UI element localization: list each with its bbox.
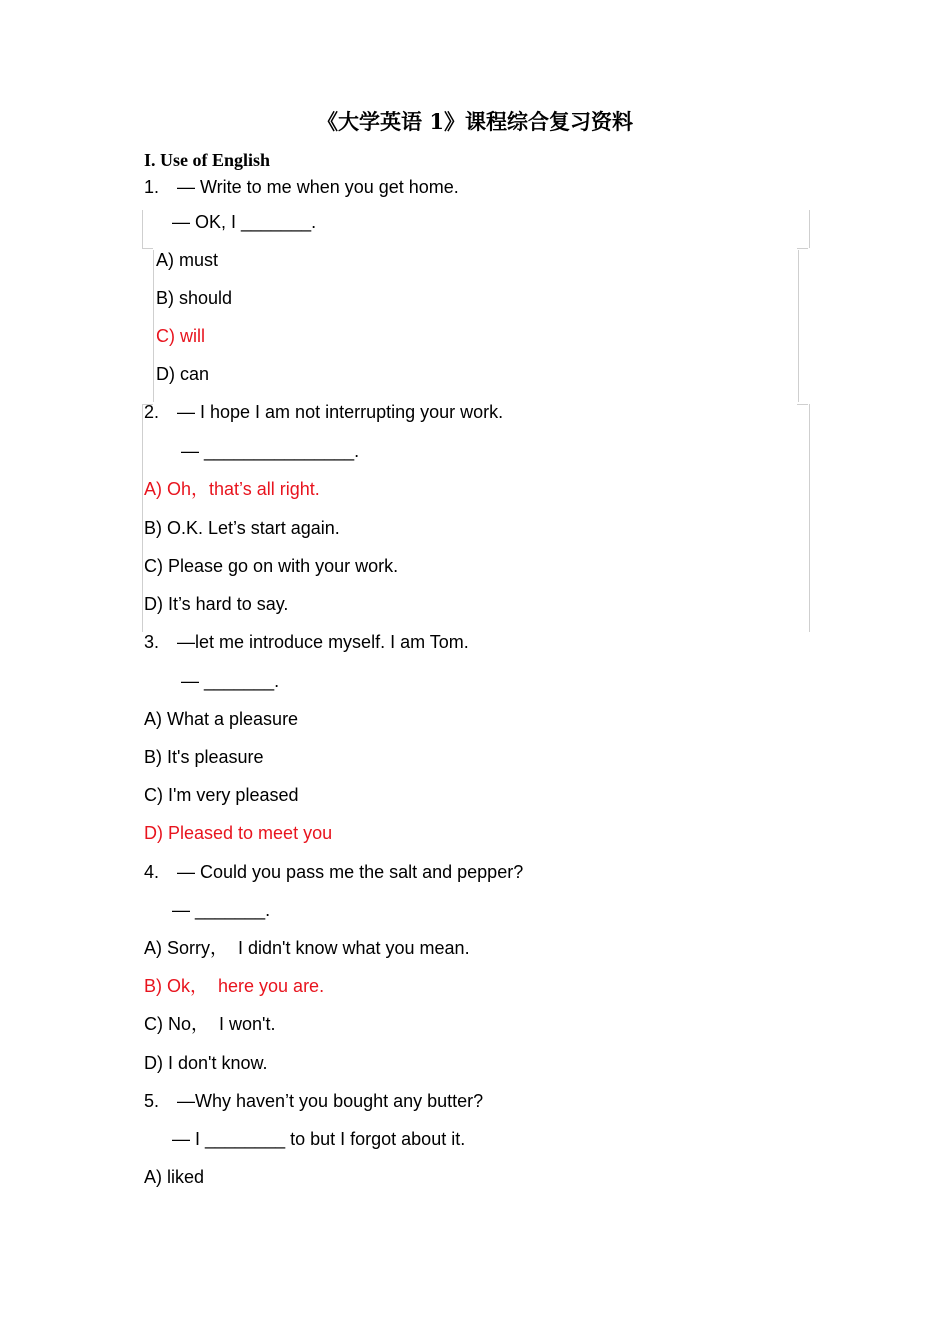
answer-option-correct: A) Oh，that’s all right. bbox=[144, 479, 320, 499]
answer-option-correct: B) Ok， here you are. bbox=[144, 976, 325, 996]
answer-option-correct: D) Pleased to meet you bbox=[144, 823, 333, 843]
question-reply: — _______. bbox=[172, 900, 271, 920]
question-reply: — OK, I _______. bbox=[172, 212, 317, 232]
question-number: 5. bbox=[144, 1091, 160, 1111]
page-title: 《大学英语 1》课程综合复习资料 bbox=[317, 109, 633, 134]
question-number: 4. bbox=[144, 862, 160, 882]
answer-option: C) I'm very pleased bbox=[144, 785, 299, 805]
question-text: — I hope I am not interrupting your work. bbox=[177, 402, 504, 422]
answer-option: D) I don't know. bbox=[144, 1053, 268, 1073]
answer-option: B) O.K. Let’s start again. bbox=[144, 518, 340, 538]
answer-option: D) can bbox=[156, 364, 210, 384]
answer-option: A) What a pleasure bbox=[144, 709, 299, 729]
question-prompt bbox=[144, 631, 469, 653]
question-prompt bbox=[144, 176, 459, 198]
question-text: —Why haven’t you bought any butter? bbox=[177, 1091, 484, 1111]
question-reply: — _______. bbox=[181, 671, 280, 691]
frame-line bbox=[142, 248, 153, 253]
section-heading: I. Use of English bbox=[144, 150, 271, 170]
frame-line bbox=[153, 250, 799, 402]
answer-option-correct: C) will bbox=[156, 326, 205, 346]
answer-option: A) must bbox=[156, 250, 219, 270]
answer-option: A) liked bbox=[144, 1167, 205, 1187]
answer-option: A) Sorry， I didn't know what you mean. bbox=[144, 938, 470, 958]
question-reply: — I ________ to but I forgot about it. bbox=[172, 1129, 466, 1149]
question-prompt bbox=[144, 861, 523, 883]
question-text: — Could you pass me the salt and pepper? bbox=[177, 862, 524, 882]
question-number: 2. bbox=[144, 402, 160, 422]
question-text: —let me introduce myself. I am Tom. bbox=[177, 632, 469, 652]
question-number: 3. bbox=[144, 632, 160, 652]
answer-option: C) No， I won't. bbox=[144, 1014, 276, 1034]
answer-option: B) should bbox=[156, 288, 233, 308]
question-text: — Write to me when you get home. bbox=[177, 177, 459, 197]
question-number: 1. bbox=[144, 177, 160, 197]
question-reply: — _______________. bbox=[181, 441, 360, 461]
question-prompt bbox=[144, 401, 503, 423]
question-prompt bbox=[144, 1090, 483, 1112]
answer-option: D) It’s hard to say. bbox=[144, 594, 289, 614]
answer-option: C) Please go on with your work. bbox=[144, 556, 399, 576]
answer-option: B) It's pleasure bbox=[144, 747, 264, 767]
